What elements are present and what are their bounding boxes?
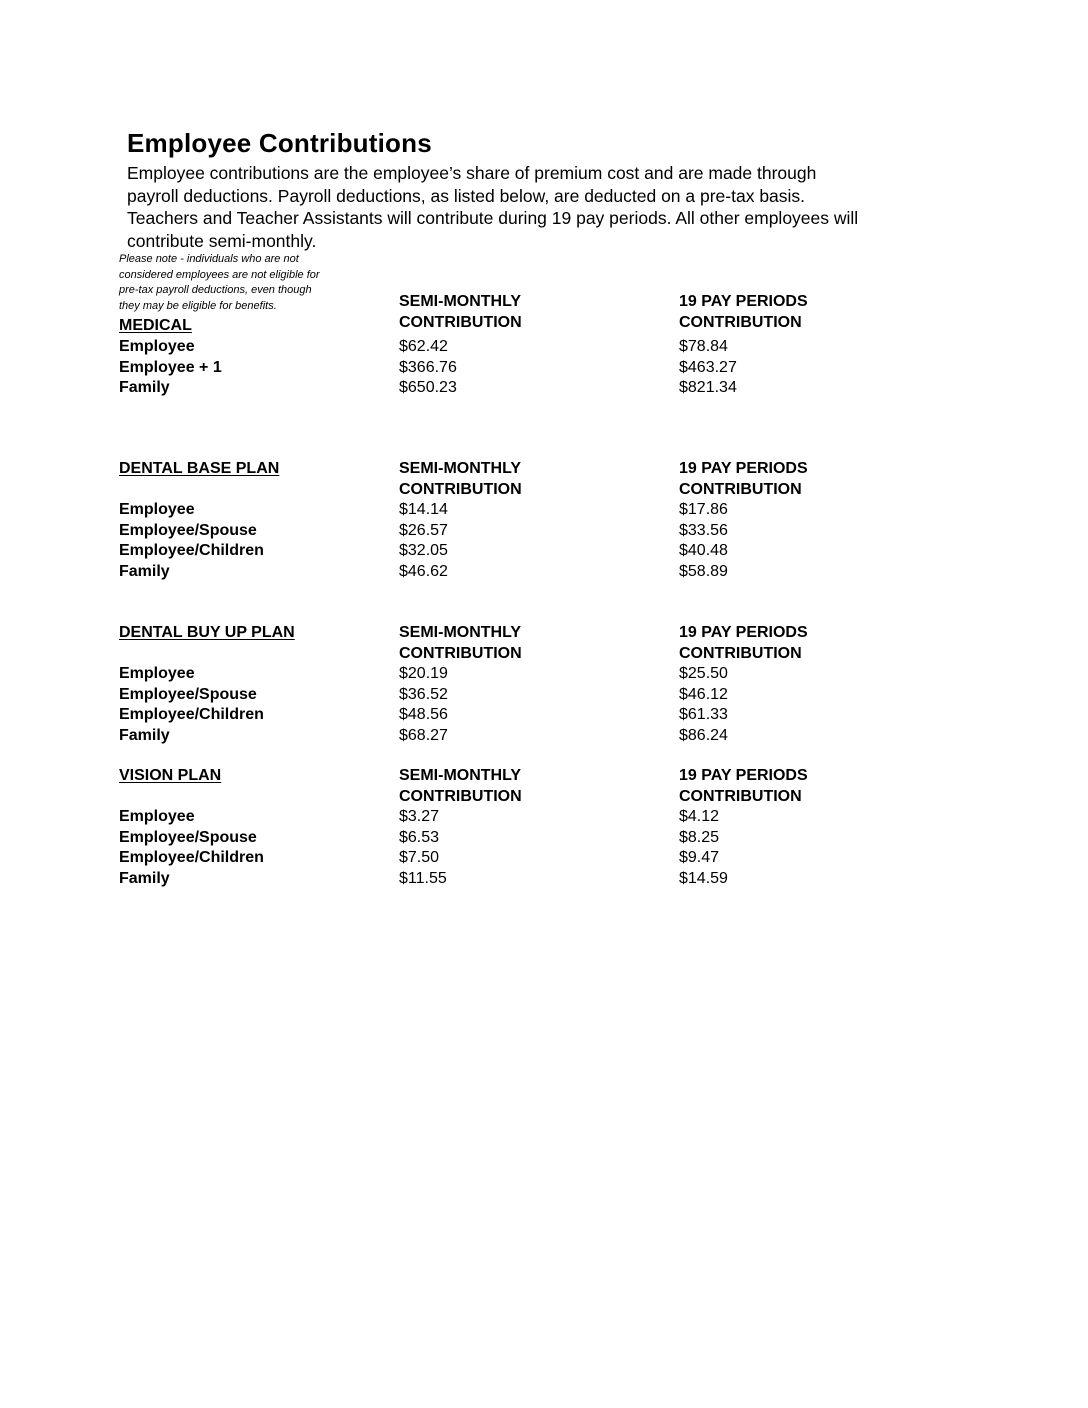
pay-periods-value: $40.48 <box>679 542 728 559</box>
row-label: Employee <box>119 338 195 355</box>
row-label: Employee <box>119 501 195 518</box>
row-label: Employee <box>119 808 195 825</box>
pay-periods-header: CONTRIBUTION <box>679 480 802 498</box>
semi-monthly-value: $11.55 <box>399 869 447 887</box>
semi-monthly-header: CONTRIBUTION <box>399 313 522 331</box>
intro-line: Employee contributions are the employee’s share of premium cost and are made through <box>127 163 817 183</box>
pay-periods-value: $4.12 <box>679 808 720 825</box>
semi-monthly-value: $6.53 <box>399 828 440 846</box>
semi-monthly-value: $36.52 <box>399 685 448 703</box>
semi-monthly-value: $7.50 <box>399 849 440 866</box>
row-label: Employee/Children <box>119 849 264 866</box>
pay-periods-value: $14.59 <box>679 869 728 887</box>
note-line: considered employees are not eligible for <box>119 268 320 281</box>
semi-monthly-header: SEMI-MONTHLY <box>399 767 522 784</box>
row-label: Employee/Children <box>119 542 264 559</box>
row-label: Family <box>119 726 170 744</box>
row-label: Employee/Spouse <box>119 685 257 703</box>
pay-periods-header: CONTRIBUTION <box>679 313 802 331</box>
pay-periods-value: $463.27 <box>679 358 737 376</box>
intro-line: payroll deductions. Payroll deductions, as listed below, are deducted on a pre-tax basis. <box>127 185 806 206</box>
pay-periods-value: $17.86 <box>679 501 728 518</box>
row-label: Employee <box>119 665 195 682</box>
pay-periods-header: CONTRIBUTION <box>679 644 802 662</box>
semi-monthly-value: $68.27 <box>399 726 448 744</box>
row-label: Family <box>119 869 170 887</box>
intro-paragraph <box>127 162 987 252</box>
eligibility-note <box>119 252 399 314</box>
semi-monthly-value: $366.76 <box>399 358 457 376</box>
semi-monthly-value: $32.05 <box>399 542 448 559</box>
page-title: Employee Contributions <box>127 128 432 158</box>
intro-line: Teachers and Teacher Assistants will contribute during 19 pay periods. All other employees will <box>127 208 859 228</box>
pay-periods-value: $61.33 <box>679 706 728 723</box>
semi-monthly-header: SEMI-MONTHLY <box>399 460 522 477</box>
pay-periods-header: 19 PAY PERIODS <box>679 767 808 784</box>
row-label: Employee/Children <box>119 706 264 723</box>
section-heading: DENTAL BASE PLAN <box>119 460 280 477</box>
semi-monthly-value: $650.23 <box>399 379 457 396</box>
section-heading: DENTAL BUY UP PLAN <box>119 624 295 641</box>
semi-monthly-header: CONTRIBUTION <box>399 787 522 805</box>
row-label: Employee/Spouse <box>119 521 257 539</box>
pay-periods-value: $25.50 <box>679 665 728 682</box>
row-label: Family <box>119 379 170 396</box>
pay-periods-header: 19 PAY PERIODS <box>679 460 808 477</box>
pay-periods-header: 19 PAY PERIODS <box>679 293 808 310</box>
note-line: they may be eligible for benefits. <box>119 299 277 312</box>
semi-monthly-value: $46.62 <box>399 562 448 580</box>
pay-periods-value: $78.84 <box>679 338 728 355</box>
semi-monthly-value: $48.56 <box>399 706 448 723</box>
pay-periods-value: $58.89 <box>679 562 728 580</box>
pay-periods-value: $821.34 <box>679 379 737 396</box>
pay-periods-value: $9.47 <box>679 849 720 866</box>
row-label: Family <box>119 562 170 580</box>
section-heading: MEDICAL <box>119 317 192 334</box>
semi-monthly-value: $14.14 <box>399 501 448 518</box>
semi-monthly-value: $62.42 <box>399 338 448 355</box>
pay-periods-value: $33.56 <box>679 521 728 539</box>
row-label: Employee/Spouse <box>119 828 257 846</box>
semi-monthly-value: $3.27 <box>399 808 440 825</box>
semi-monthly-value: $20.19 <box>399 665 448 682</box>
semi-monthly-header: CONTRIBUTION <box>399 644 522 662</box>
pay-periods-value: $8.25 <box>679 828 720 846</box>
pay-periods-header: CONTRIBUTION <box>679 787 802 805</box>
semi-monthly-header: SEMI-MONTHLY <box>399 624 522 641</box>
section-heading: VISION PLAN <box>119 767 222 784</box>
pay-periods-header: 19 PAY PERIODS <box>679 624 808 641</box>
note-line: pre-tax payroll deductions, even though <box>119 284 312 296</box>
pay-periods-value: $86.24 <box>679 726 728 744</box>
intro-line: contribute semi-monthly. <box>127 230 317 251</box>
semi-monthly-header: SEMI-MONTHLY <box>399 293 522 310</box>
semi-monthly-header: CONTRIBUTION <box>399 480 522 498</box>
row-label: Employee + 1 <box>119 358 222 376</box>
pay-periods-value: $46.12 <box>679 685 728 703</box>
semi-monthly-value: $26.57 <box>399 521 448 539</box>
note-line: Please note - individuals who are not <box>119 253 299 265</box>
